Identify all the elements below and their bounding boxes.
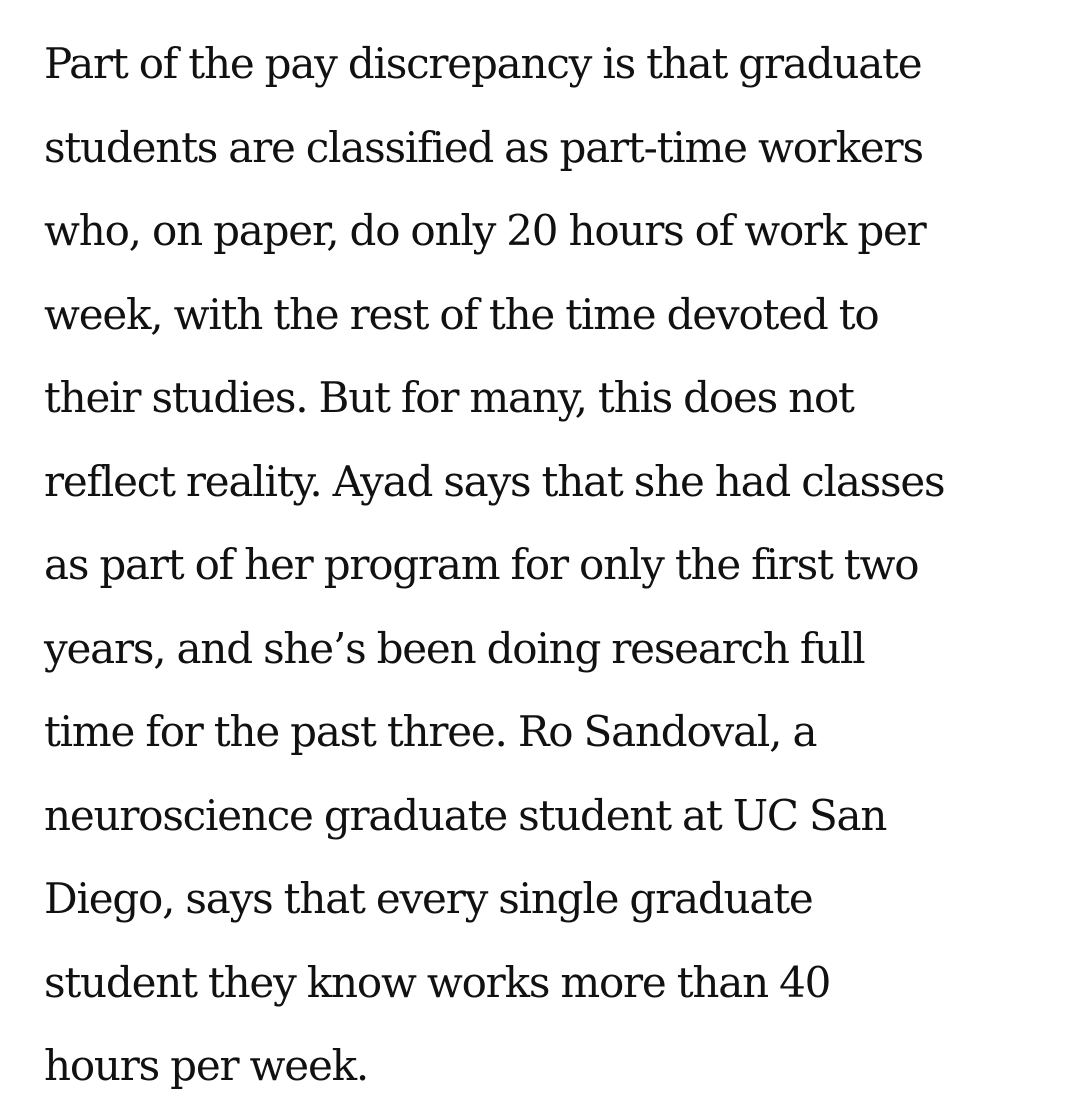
paragraph-line: Part of the pay discrepancy is that graduate: [44, 39, 922, 88]
article-paragraph: [44, 22, 1064, 1108]
paragraph-line: who, on paper, do only 20 hours of work per: [44, 206, 926, 255]
paragraph-line: student they know works more than 40: [44, 957, 831, 1007]
paragraph-line: Diego, says that every single graduate: [44, 874, 813, 923]
paragraph-line: hours per week.: [44, 1041, 368, 1090]
paragraph-line: time for the past three. Ro Sandoval, a: [44, 707, 817, 756]
paragraph-line: their studies. But for many, this does not: [44, 373, 854, 422]
paragraph-line: reflect reality. Ayad says that she had classes: [44, 456, 945, 506]
paragraph-line: students are classified as part-time workers: [44, 122, 923, 172]
paragraph-line: neuroscience graduate student at UC San: [44, 790, 887, 840]
paragraph-line: years, and she’s been doing research full: [44, 623, 865, 673]
paragraph-line: as part of her program for only the first two: [44, 540, 919, 589]
paragraph-line: week, with the rest of the time devoted to: [44, 289, 879, 339]
